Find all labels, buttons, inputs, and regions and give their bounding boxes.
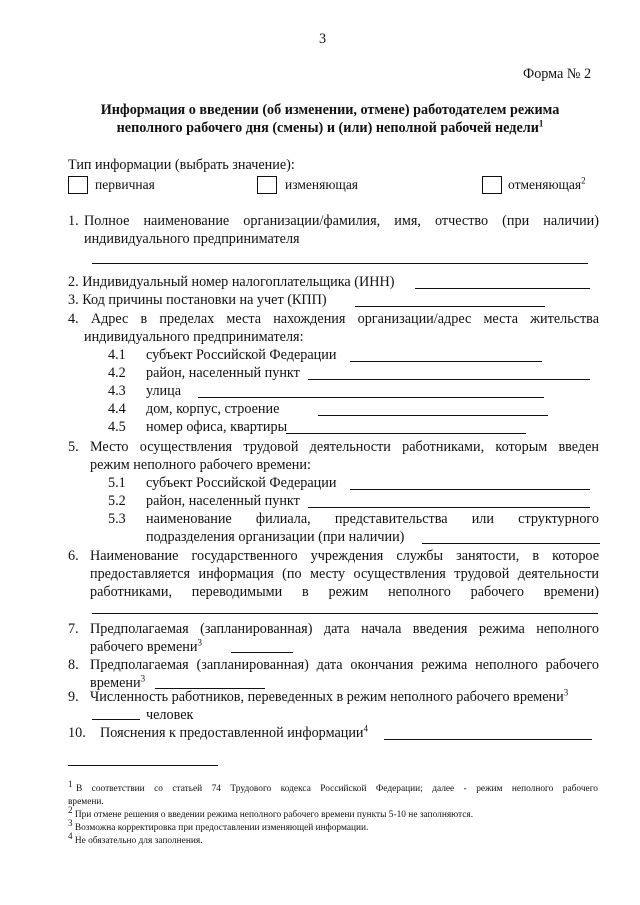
item-4-5-label: номер офиса, квартиры bbox=[146, 419, 288, 435]
item-10-number: 10. bbox=[68, 725, 86, 741]
option-primary-label: первичная bbox=[95, 177, 155, 192]
item-10-label: Пояснения к предоставленной информации$^4$ bbox=[100, 723, 369, 741]
form-label: Форма № 2 bbox=[523, 66, 592, 82]
item-1-line2: индивидуального предпринимателя bbox=[84, 231, 300, 247]
kpp-input-line[interactable] bbox=[355, 306, 545, 307]
form-title-line2: неполного рабочего дня (смены) и (или) неполной рабочей недели$^1$ bbox=[116, 118, 544, 136]
item-10-input-line[interactable] bbox=[384, 739, 592, 740]
item-4-5-number: 4.5 bbox=[108, 419, 126, 435]
item-4-1-label: субъект Российской Федерации bbox=[146, 347, 337, 363]
item-6-line3: работниками, переводимыми в режим неполного рабочего времени) bbox=[90, 584, 599, 600]
item-4-3-number: 4.3 bbox=[108, 383, 126, 399]
item-4-4-input-line[interactable] bbox=[318, 415, 548, 416]
item-4-line2: индивидуального предпринимателя: bbox=[84, 329, 304, 345]
footnote-separator bbox=[68, 765, 218, 766]
footnote-1-marker: 1 bbox=[68, 778, 73, 789]
item-4-1-number: 4.1 bbox=[108, 347, 126, 363]
item-5-number: 5. bbox=[68, 439, 79, 455]
item-7-line2: рабочего времени$^3$ bbox=[90, 637, 202, 655]
item-1-input-line[interactable] bbox=[92, 263, 588, 264]
item-8-number: 8. bbox=[68, 657, 79, 673]
item-5-3-input-line[interactable] bbox=[422, 543, 600, 544]
item-4-4-label: дом, корпус, строение bbox=[146, 401, 280, 417]
item-4-3-label: улица bbox=[146, 383, 182, 399]
item-4-4-number: 4.4 bbox=[108, 401, 126, 417]
item-6-line1: Наименование государственного учреждения службы занятости, в которое bbox=[90, 548, 599, 564]
form-title-line1: Информация о введении (об изменении, отмене) работодателем режима bbox=[100, 102, 560, 118]
item-9-line1: Численность работников, переведенных в режим неполного рабочего времени$^3$ bbox=[90, 687, 569, 705]
item-6-line2: предоставляется информация (по месту осуществления трудовой деятельности bbox=[90, 566, 599, 582]
item-5-2-label: район, населенный пункт bbox=[146, 493, 300, 509]
item-5-2-input-line[interactable] bbox=[308, 507, 590, 508]
info-type-prompt: Тип информации (выбрать значение): bbox=[68, 157, 295, 173]
item-8-line2: времени$^3$ bbox=[90, 673, 146, 691]
option-changing-label: изменяющая bbox=[285, 177, 359, 192]
item-5-1-number: 5.1 bbox=[108, 475, 126, 491]
item-2-label: 2. Индивидуальный номер налогоплательщика (ИНН) bbox=[68, 274, 395, 290]
item-5-2-number: 5.2 bbox=[108, 493, 126, 509]
checkbox-primary[interactable] bbox=[68, 176, 88, 194]
item-7-input-line[interactable] bbox=[231, 652, 293, 653]
checkbox-cancelling[interactable] bbox=[482, 176, 502, 194]
footnote-2: $^2$ При отмене решения о введении режима неполного рабочего времени пункты 5-10 не заполняются. bbox=[68, 804, 474, 820]
item-9-unit: человек bbox=[146, 707, 194, 723]
item-7-number: 7. bbox=[68, 621, 79, 637]
item-5-1-input-line[interactable] bbox=[350, 489, 590, 490]
item-4-3-input-line[interactable] bbox=[198, 397, 544, 398]
item-6-input-line[interactable] bbox=[92, 613, 598, 614]
item-9-input-line[interactable] bbox=[92, 719, 140, 720]
item-5-line1: Место осуществления трудовой деятельности работниками, которым введен bbox=[90, 439, 599, 455]
item-4-2-number: 4.2 bbox=[108, 365, 126, 381]
item-8-line1: Предполагаемая (запланированная) дата окончания режима неполного рабочего bbox=[90, 657, 599, 673]
item-1-number: 1. bbox=[68, 213, 79, 229]
item-9-number: 9. bbox=[68, 689, 79, 705]
item-5-1-label: субъект Российской Федерации bbox=[146, 475, 337, 491]
item-1-line1: Полное наименование организации/фамилия, имя, отчество (при наличии) bbox=[84, 213, 599, 229]
footnote-3: $^3$ Возможна корректировка при предоставлении изменяющей информации. bbox=[68, 817, 369, 833]
item-3-label: 3. Код причины постановки на учет (КПП) bbox=[68, 292, 327, 308]
item-4-1-input-line[interactable] bbox=[350, 361, 542, 362]
item-5-3-number: 5.3 bbox=[108, 511, 126, 527]
item-7-line1: Предполагаемая (запланированная) дата начала введения режима неполного bbox=[90, 621, 599, 637]
item-4-5-input-line[interactable] bbox=[286, 433, 526, 434]
footnote-1-line1: В соответствии со статьей 74 Трудового кодекса Российской Федерации; далее - режим неполного рабочего bbox=[76, 784, 598, 794]
item-4-2-label: район, населенный пункт bbox=[146, 365, 300, 381]
footnote-1-line2: времени. bbox=[68, 797, 104, 807]
option-cancelling-label: отменяющая$^2$ bbox=[508, 175, 586, 192]
item-4-2-input-line[interactable] bbox=[308, 379, 590, 380]
footnote-4: $^4$ Не обязательно для заполнения. bbox=[68, 830, 203, 846]
item-5-3-line2: подразделения организации (при наличии) bbox=[146, 529, 405, 545]
item-6-number: 6. bbox=[68, 548, 79, 564]
checkbox-changing[interactable] bbox=[257, 176, 277, 194]
item-4-line1: 4. Адрес в пределах места нахождения организации/адрес места жительства bbox=[68, 311, 599, 327]
page-number: 3 bbox=[319, 31, 327, 47]
item-5-3-line1: наименование филиала, представительства или структурного bbox=[146, 511, 599, 527]
inn-input-line[interactable] bbox=[415, 288, 590, 289]
item-5-line2: режим неполного рабочего времени: bbox=[90, 457, 311, 473]
